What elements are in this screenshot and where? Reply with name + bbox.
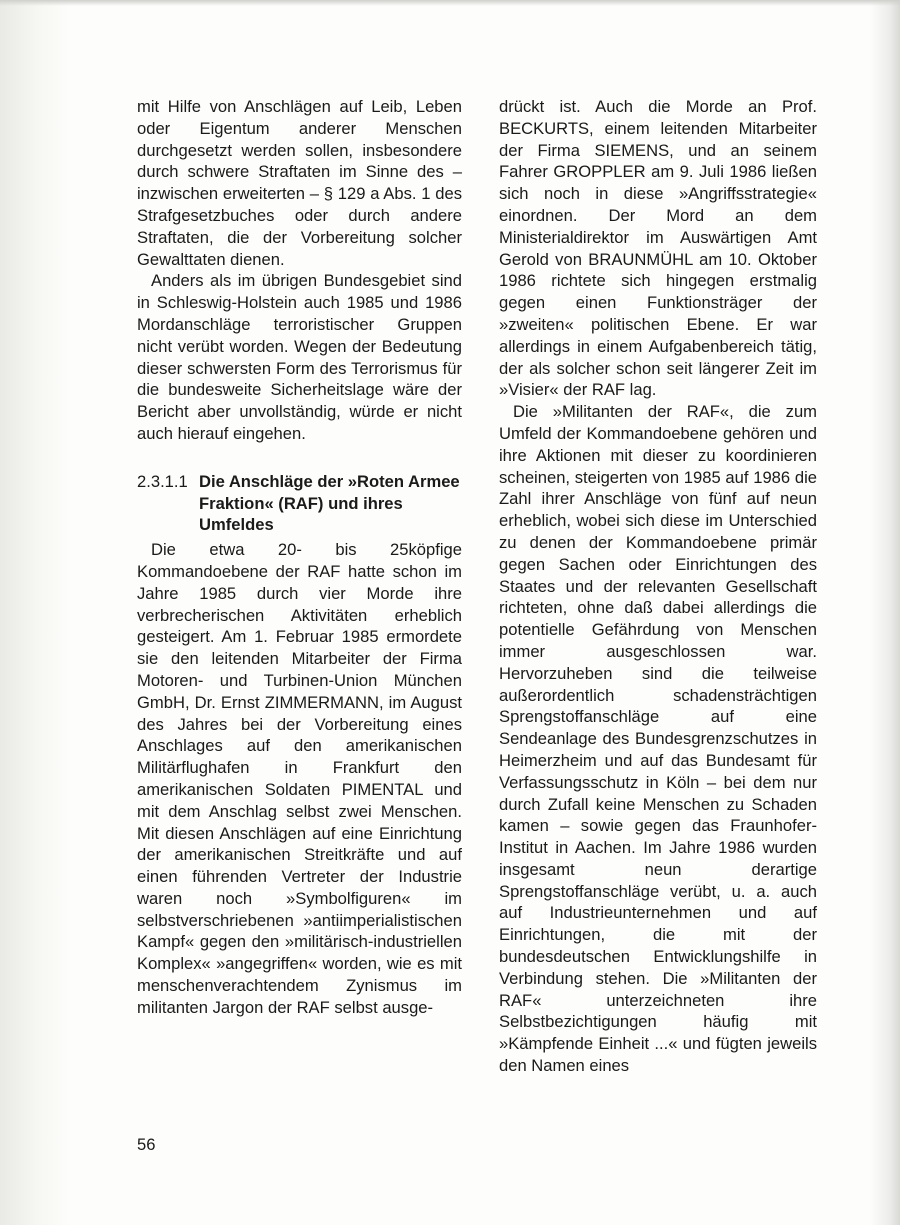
left-paragraph-3: Die etwa 20- bis 25köpfige Kommandoebene der RAF hatte schon im Jahre 1985 durch vier Morde ihre verbrecherischen Aktivitäten erheblich gesteigert. Am 1. Februar 1985 ermordete sie den leitenden Mitarbeiter der Firma Motoren- und Turbinen-Union München GmbH, Dr. Ernst ZIMMERMANN, im August des Jahres bei der Vorbereitung eines Anschlages auf den amerikanischen Militärflughafen in Frankfurt den amerikanischen Soldaten PIMENTAL und mit dem Anschlag selbst zwei Menschen. Mit diesen Anschlägen auf eine Einrichtung der amerikanischen Streitkräfte und auf einen führenden Vertreter der Industrie waren noch »Symbolfiguren« im selbstverschriebenen »antiimperialistischen Kampf« gegen den »militärisch-industriellen Komplex« »angegriffen« worden, wie es mit menschenverachtendem Zynismus im militanten Jargon der RAF selbst ausge- [137,540,462,1017]
right-paragraph-2: Die »Militanten der RAF«, die zum Umfeld der Kommandoebene gehören und ihre Aktionen mit dieser zu koordinieren scheinen, steigerten von 1985 auf 1986 die Zahl ihrer Anschläge von fünf auf neun erheblich, wobei sich diese im Unterschied zu denen der Kommandoebene primär gegen Sachen oder Einrichtungen des Staates und der relevanten Gesellschaft richteten, ohne daß dabei allerdings die potentielle Gefährdung von Menschen immer ausgeschlossen war. Hervorzuheben sind die teilweise außerordentlich schadensträchtigen Sprengstoffanschläge auf eine Sendeanlage des Bundesgrenzschutzes in Heimerzheim und auf das Bundesamt für Verfassungsschutz in Köln – bei dem nur durch Zufall keine Menschen zu Schaden kamen – sowie gegen das Fraunhofer-Institut in Aachen. Im Jahre 1986 wurden insgesamt neun derartige Sprengstoffanschläge verübt, u. a. auch auf Industrieunternehmen und auf Einrichtungen, die mit der bundesdeutschen Entwicklungshilfe in Verbindung stehen. Die »Militanten der RAF« unterzeichneten ihre Selbstbezichtigungen häufig mit »Kämpfende Einheit ...« und fügten jeweils den Namen eines [499,402,817,1076]
section-heading [137,471,462,536]
left-paragraph-1: mit Hilfe von Anschlägen auf Leib, Leben oder Eigentum anderer Menschen durchgesetzt werden sollen, insbesondere durch schwere Straftaten im Sinne des – inzwischen erweiterten – § 129 a Abs. 1 des Strafgesetzbuches oder durch andere Straftaten, die der Vorbereitung solcher Gewalttaten dienen. [137,97,462,269]
right-paragraph-1: drückt ist. Auch die Morde an Prof. BECKURTS, einem leitenden Mitarbeiter der Firma SIEMENS, und an seinem Fahrer GROPPLER am 9. Juli 1986 ließen sich noch in diese »Angriffsstrategie« einordnen. Der Mord an dem Ministerialdirektor im Auswärtigen Amt Gerold von BRAUNMÜHL am 10. Oktober 1986 richtete sich hingegen erstmalig gegen einen Funktionsträger der »zweiten« politischen Ebene. Er war allerdings in einem Aufgabenbereich tätig, der als solcher schon seit längerer Zeit im »Visier« der RAF lag. [499,97,817,400]
section-heading-title: Die Anschläge der »Roten Armee Fraktion« (RAF) und ihres Umfeldes [199,471,460,535]
left-column [137,96,462,1019]
section-heading-number: 2.3.1.1 [137,471,188,491]
right-column [499,96,817,1077]
left-paragraph-2: Anders als im übrigen Bundesgebiet sind in Schleswig-Holstein auch 1985 und 1986 Mordanschläge terroristischer Gruppen nicht verübt worden. Wegen der Bedeutung dieser schwersten Form des Terrorismus für die bundesweite Sicherheitslage wäre der Bericht aber unvollständig, würde er nicht auch hierauf eingehen. [137,271,462,443]
page-number: 56 [137,1135,156,1154]
page-top-shadow [0,0,900,6]
